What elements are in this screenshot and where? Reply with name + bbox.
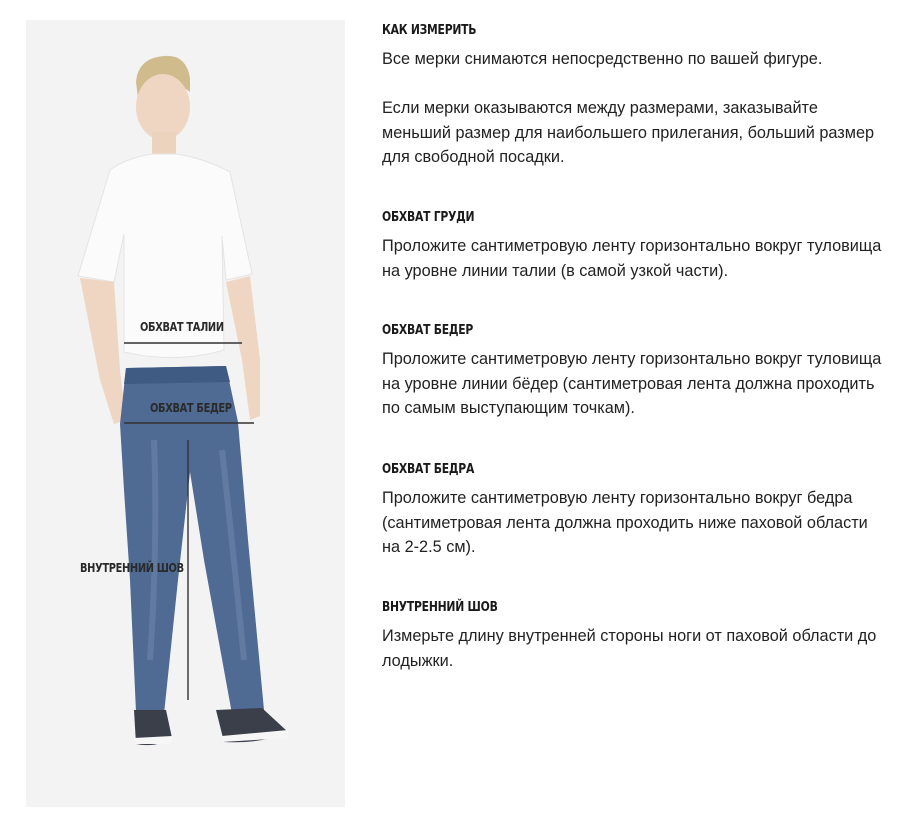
section-chest	[382, 208, 882, 283]
chest-heading: ОБХВАТ ГРУДИ	[382, 209, 475, 225]
waist-label: ОБХВАТ ТАЛИИ	[140, 320, 224, 334]
how-to-measure-text-1: Все мерки снимаются непосредственно по вашей фигуре.	[382, 50, 823, 68]
chest-text: Проложите сантиметровую ленту горизонтально вокруг туловища на уровне линии талии (в самой узкой части).	[382, 237, 882, 280]
how-to-measure-text-2: Если мерки оказываются между размерами, заказывайте меньший размер для наибольшего прилегания, больший размер для свободной посадки.	[382, 99, 875, 166]
inseam-text: Измерьте длину внутренней стороны ноги от паховой области до лодыжки.	[382, 627, 877, 670]
section-how-to-measure	[382, 21, 882, 170]
section-thigh	[382, 460, 882, 560]
hips-label: ОБХВАТ БЕДЕР	[150, 401, 232, 415]
hips-heading: ОБХВАТ БЕДЕР	[382, 322, 474, 338]
inseam-label: ВНУТРЕННИЙ ШОВ	[80, 561, 184, 575]
section-inseam	[382, 598, 882, 673]
how-to-measure-heading: КАК ИЗМЕРИТЬ	[382, 22, 477, 38]
section-hips	[382, 321, 882, 421]
thigh-text: Проложите сантиметровую ленту горизонтально вокруг бедра (сантиметровая лента должна проходить ниже паховой области на 2-2.5 см).	[382, 489, 868, 556]
inseam-heading: ВНУТРЕННИЙ ШОВ	[382, 599, 498, 615]
model-figure-panel	[26, 20, 345, 807]
thigh-heading: ОБХВАТ БЕДРА	[382, 461, 475, 477]
hips-text: Проложите сантиметровую ленту горизонтально вокруг туловища на уровне линии бёдер (сантиметровая лента должна проходить по самым выступающим точкам).	[382, 350, 882, 417]
